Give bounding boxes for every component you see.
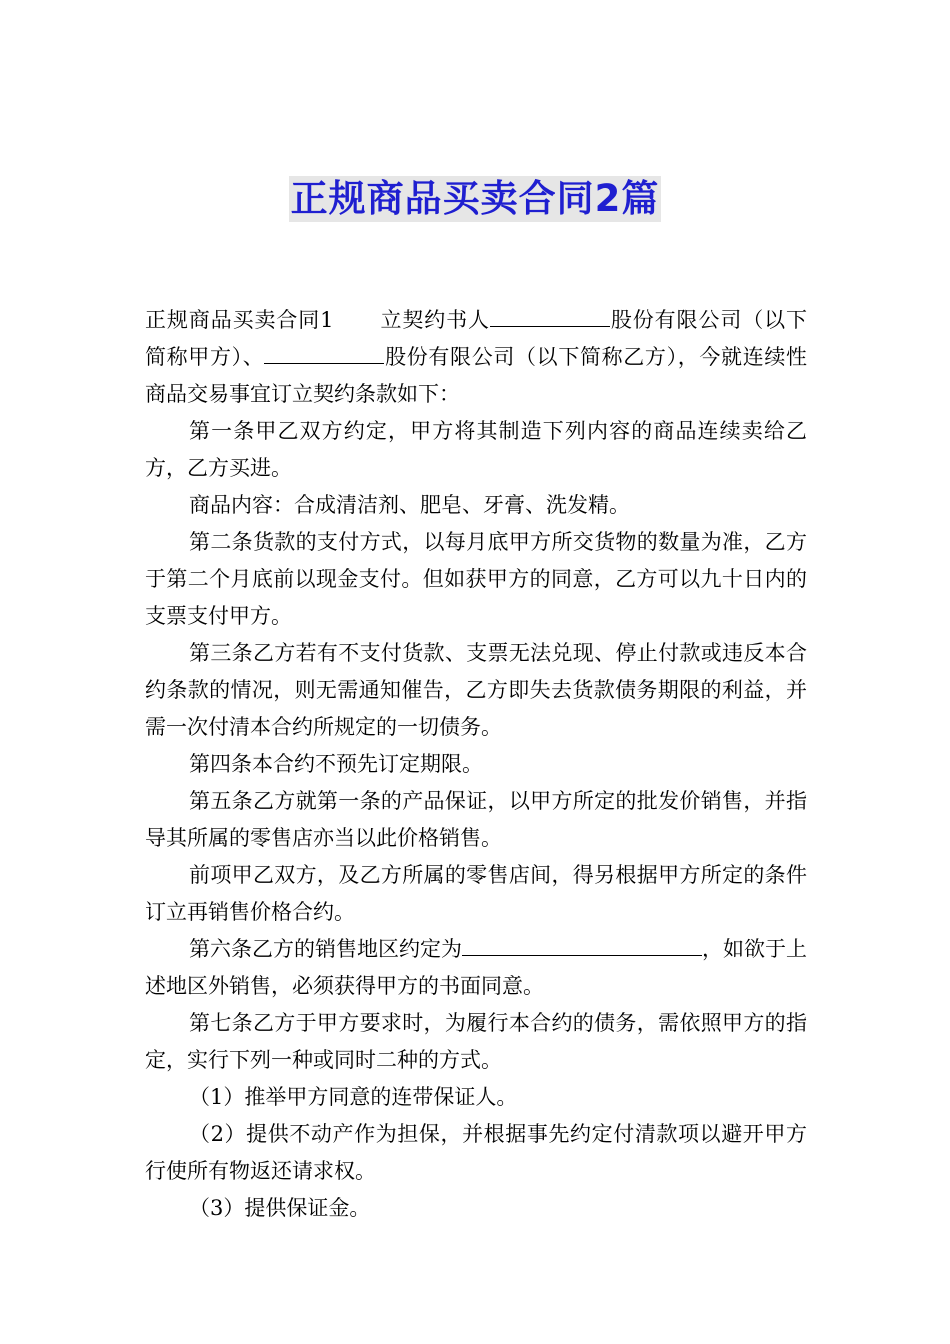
intro-text-a: 立契约书人 [379, 308, 490, 332]
intro-paragraph [145, 302, 807, 413]
title-container [0, 176, 950, 222]
intro-text-c: 股份有限公司（以下简称乙方），今就连续性商品交易事宜订立契约条款如下： [145, 345, 808, 406]
clause-3: 第三条乙方若有不支付货款、支票无法兑现、停止付款或违反本合约条款的情况，则无需通知催告，乙方即失去货款债务期限的利益，并需一次付清本合约所规定的一切债务。 [145, 641, 807, 739]
party-b-blank [264, 341, 384, 364]
clause-1: 第一条甲乙双方约定，甲方将其制造下列内容的商品连续卖给乙方，乙方买进。 [145, 419, 807, 480]
clause-2: 第二条货款的支付方式，以每月底甲方所交货物的数量为准，乙方于第二个月底前以现金支付。但如获甲方的同意，乙方可以九十日内的支票支付甲方。 [145, 530, 807, 628]
document-title: 正规商品买卖合同2篇 [290, 177, 660, 220]
intro-heading: 正规商品买卖合同1 [145, 308, 334, 332]
clause-5-supplement: 前项甲乙双方，及乙方所属的零售店间，得另根据甲方所定的条件订立再销售价格合约。 [145, 863, 807, 924]
clause-7-item-1: （1）推举甲方同意的连带保证人。 [189, 1085, 518, 1109]
clause-4: 第四条本合约不预先订定期限。 [189, 752, 483, 776]
sales-region-blank [462, 933, 702, 956]
intro-text-b: 股份有限公司（以下简称甲方）、 [145, 308, 808, 369]
clause-7: 第七条乙方于甲方要求时，为履行本合约的债务，需依照甲方的指定，实行下列一种或同时二种的方式。 [145, 1011, 807, 1072]
clause-5: 第五条乙方就第一条的产品保证，以甲方所定的批发价销售，并指导其所属的零售店亦当以此价格销售。 [145, 789, 807, 850]
clause-6-text-b: ，如欲于上述地区外销售，必须获得甲方的书面同意。 [145, 937, 807, 998]
document-body [145, 302, 807, 1227]
product-content: 商品内容：合成清洁剂、肥皂、牙膏、洗发精。 [189, 493, 630, 517]
party-a-blank [490, 304, 610, 327]
clause-6 [145, 931, 807, 1005]
clause-7-item-3: （3）提供保证金。 [189, 1196, 371, 1220]
clause-7-item-2: （2）提供不动产作为担保，并根据事先约定付清款项以避开甲方行使所有物返还请求权。 [145, 1122, 807, 1183]
clause-6-text-a: 第六条乙方的销售地区约定为 [189, 937, 462, 961]
